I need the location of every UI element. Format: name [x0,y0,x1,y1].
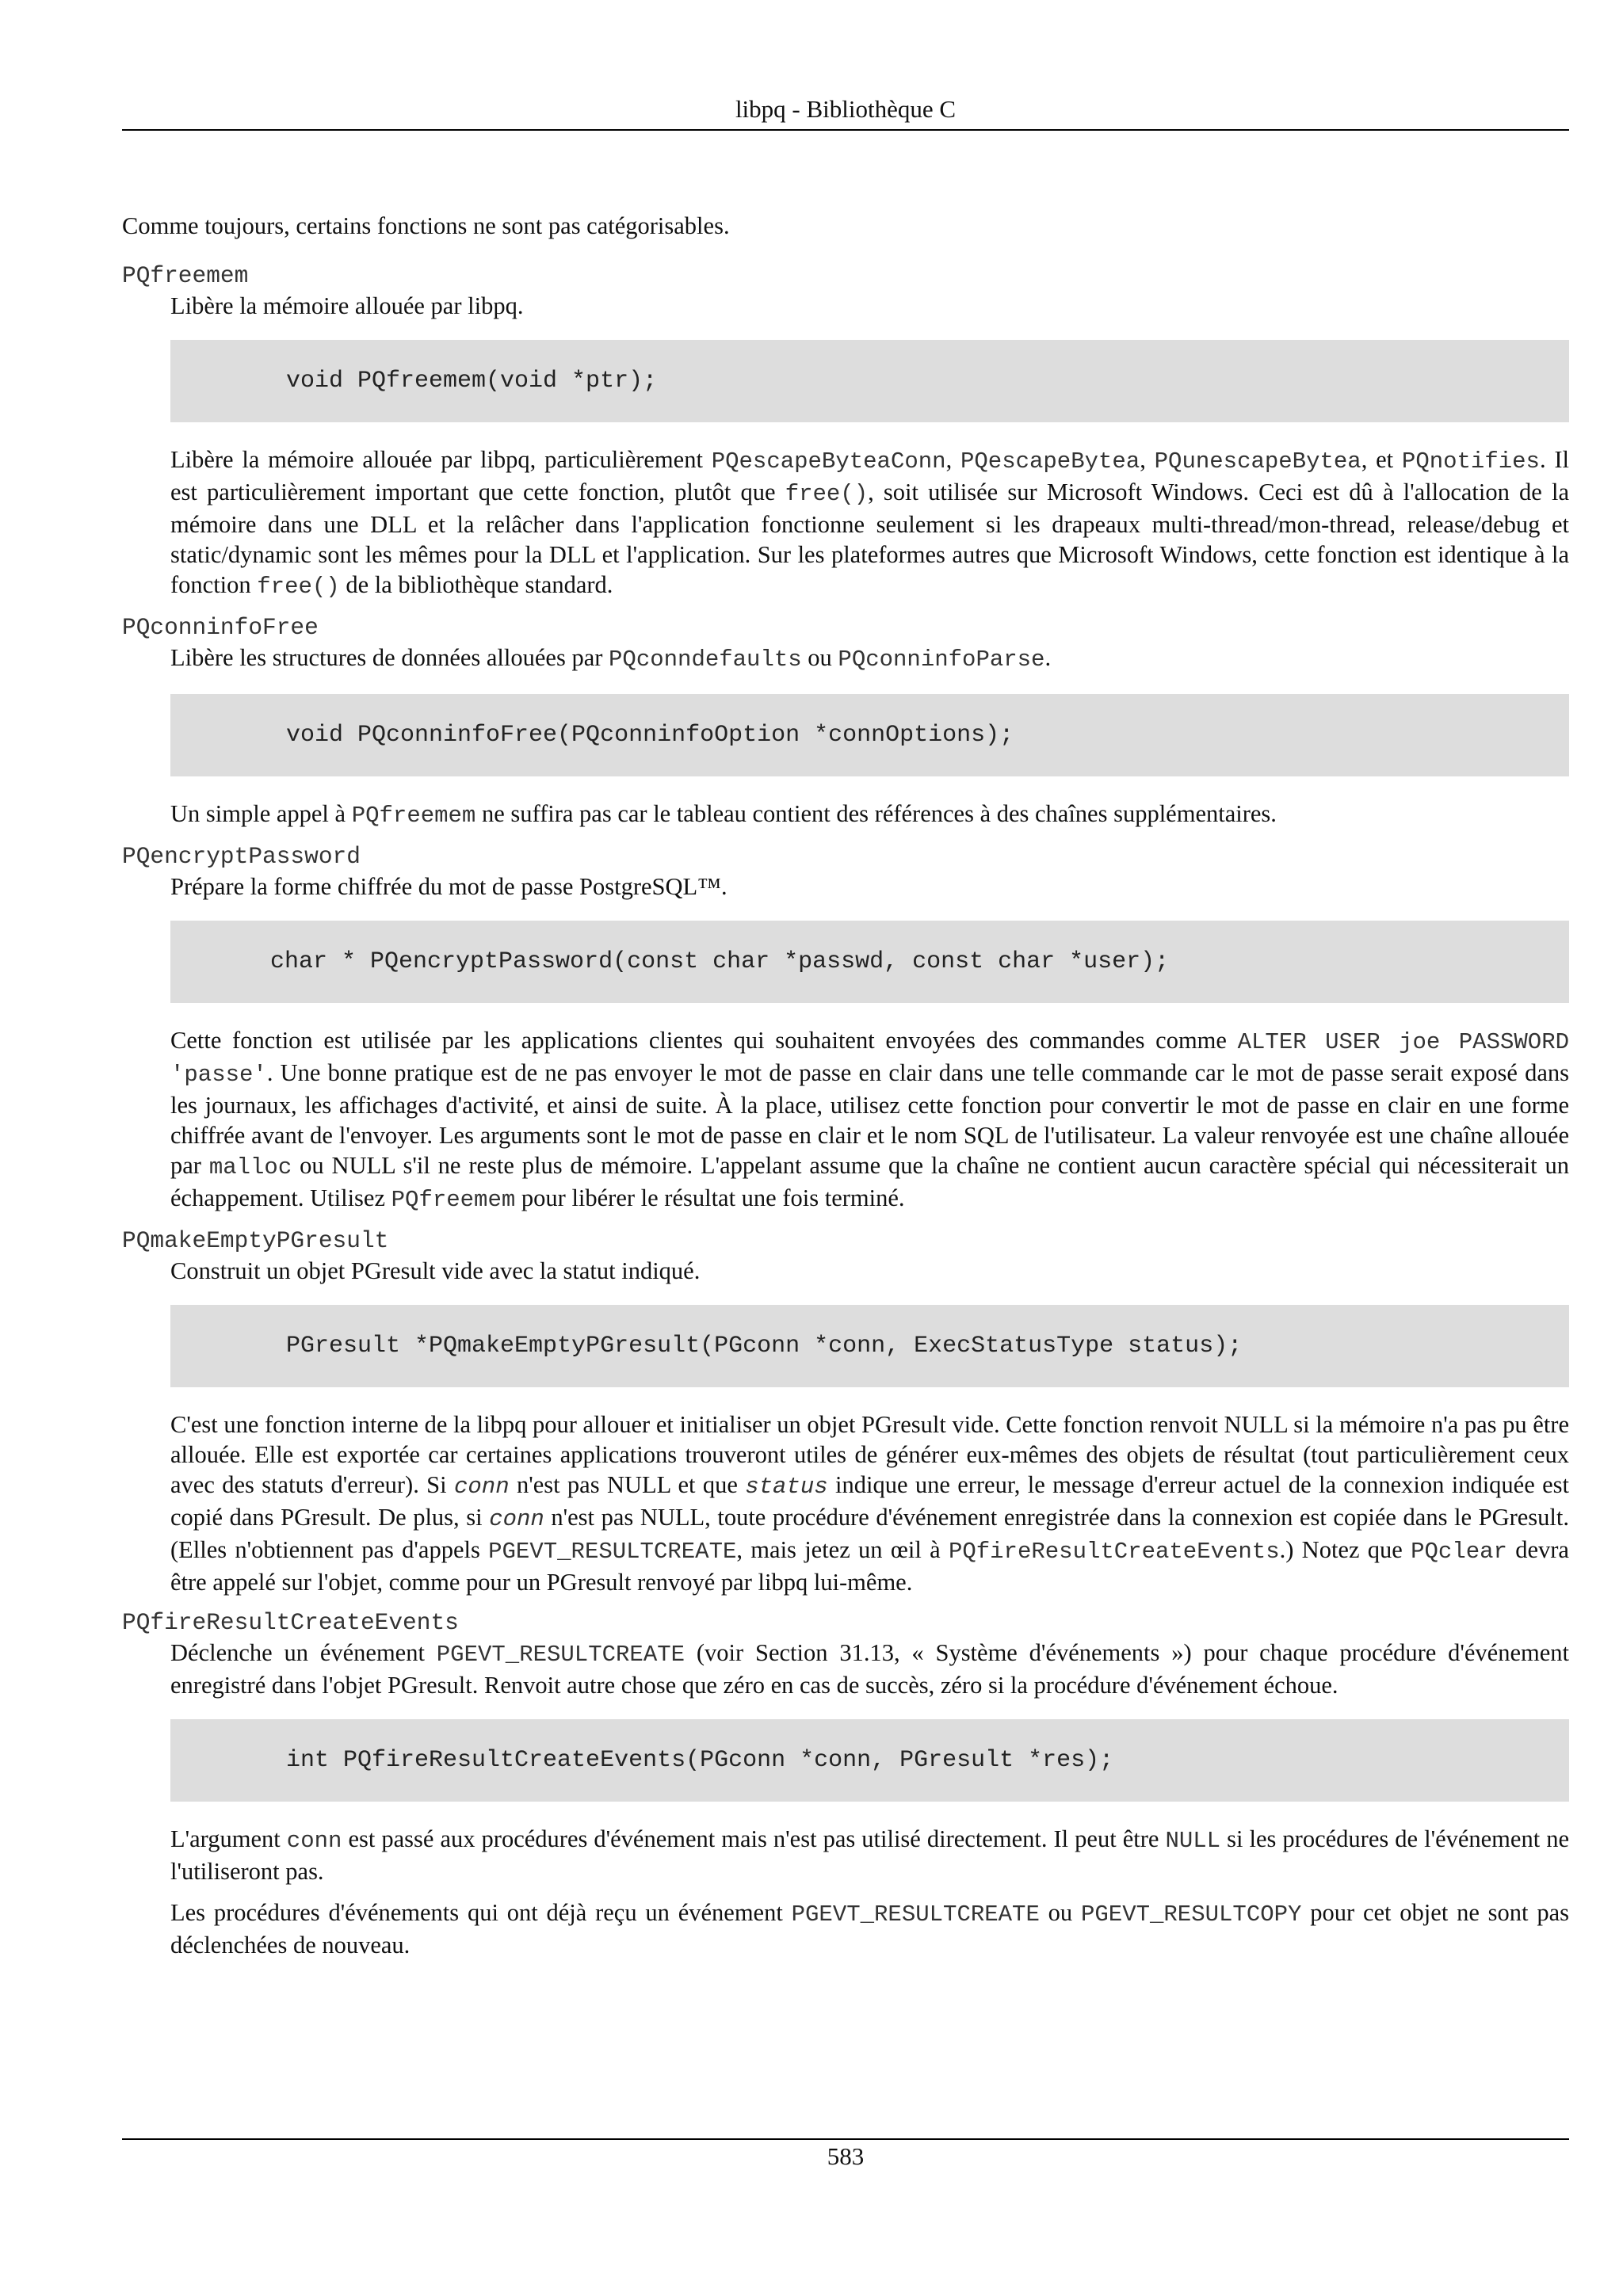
code-term: PQunescapeBytea [1154,448,1361,475]
code-term: PQfreemem [351,803,476,829]
code-term: free() [785,481,869,507]
term-pqencryptpassword: PQencryptPassword [122,843,361,870]
summary [170,1638,1569,1700]
document-page [122,0,1569,2296]
text-run: est passé aux procédures d'événement mais n'est pas utilisé directement. Il peut être [342,1825,1166,1852]
code-term: PQescapeBytea [960,448,1140,475]
text-run: .) Notez que [1279,1536,1411,1563]
text-run: , et [1361,446,1402,473]
text-run: de la bibliothèque standard. [339,571,613,598]
code-term: NULL [1165,1828,1221,1854]
text-run: Libère les structures de données allouées par [170,644,609,671]
description-paragraph [170,444,1569,602]
code-term: PQnotifies [1401,448,1540,475]
text-run: , [1140,446,1155,473]
code-term: conn [286,1828,342,1854]
entry-pqconninfofree [122,613,1569,831]
definition-pqencryptpassword [170,871,1569,1215]
term-pqmakeemptypgresult: PQmakeEmptyPGresult [122,1227,389,1254]
text-run: Les procédures d'événements qui ont déjà reçu un événement [170,1899,792,1926]
code-term: PQfireResultCreateEvents [948,1539,1280,1565]
description-paragraph [170,1409,1569,1597]
text-run: . [1044,644,1052,671]
description-paragraph [170,1824,1569,1886]
code-synopsis: char * PQencryptPassword(const char *passwd, const char *user); [170,921,1569,1003]
description-paragraph [170,799,1569,831]
text-run: Un simple appel à [170,800,352,827]
text-run: si les procédures de l'événement ne l'utiliseront pas. [170,1825,1569,1885]
code-term: PQfreemem [391,1187,516,1213]
text-run: ne suffira pas car le tableau contient des références à des chaînes supplémentaires. [475,800,1277,827]
code-synopsis: void PQfreemem(void *ptr); [170,340,1569,422]
term-pqfireresultcreateevents: PQfireResultCreateEvents [122,1609,459,1636]
header-rule [122,129,1569,131]
definition-pqconninfofree [170,643,1569,831]
text-run: Libère la mémoire allouée par libpq, particulièrement [170,446,712,473]
code-synopsis: int PQfireResultCreateEvents(PGconn *conn, PGresult *res); [170,1719,1569,1802]
code-term: PQescapeByteaConn [711,448,946,475]
text-run: n'est pas NULL et que [509,1471,746,1498]
entry-pqmakeemptypgresult [122,1226,1569,1597]
code-term: PGEVT_RESULTCREATE [436,1642,685,1668]
text-run: pour cet objet ne sont pas déclenchées de nouveau. [170,1899,1569,1958]
text-run: . Il est particulièrement important que cette fonction, plutôt que [170,446,1569,505]
code-term: PGEVT_RESULTCREATE [791,1901,1040,1928]
code-term: free() [257,574,340,600]
text-run: n'est pas NULL, toute procédure d'événement enregistrée dans la connexion est copiée dans le PGresult. (Elles n'obtiennent pas d'appels [170,1504,1569,1563]
text-run: . Une bonne pratique est de ne pas envoyer le mot de passe en clair dans une telle commande car le mot de passe serait exposé dans les journaux, les affichages d'activité, et ainsi de suite. À la place, utilisez cette fonction pour convertir le mot de passe en clair en une forme chiffrée avant de l'envoyer. Les arguments sont le mot de passe en clair et le nom SQL de l'utilisateur. La valeur renvoyée est une chaîne allouée par [170,1059,1569,1179]
term-pqconninfofree: PQconninfoFree [122,614,319,641]
summary: Libère la mémoire allouée par libpq. [170,292,524,319]
entry-pqencryptpassword [122,842,1569,1215]
definition-pqfireresultcreateevents [170,1638,1569,1960]
summary: Construit un objet PGresult vide avec la statut indiqué. [170,1257,701,1284]
code-term: ALTER USER joe PASSWORD 'passe' [170,1029,1570,1088]
code-term: malloc [208,1154,292,1180]
text-run: , mais jetez un œil à [736,1536,949,1563]
definition-pqmakeemptypgresult [170,1256,1569,1597]
text-run: ou [1039,1899,1081,1926]
description-paragraph [170,1897,1569,1960]
description-paragraph [170,1025,1569,1215]
footer-rule [122,2138,1569,2140]
code-term: PQconninfoParse [838,646,1045,673]
running-header: libpq - Bibliothèque C [735,95,957,123]
code-term: PQclear [1411,1539,1507,1565]
code-synopsis: PGresult *PQmakeEmptyPGresult(PGconn *conn, ExecStatusType status); [170,1305,1569,1387]
summary [170,643,1569,675]
text-run: Cette fonction est utilisée par les applications clientes qui souhaitent envoyées des commandes comme [170,1027,1238,1054]
intro-paragraph: Comme toujours, certains fonctions ne sont pas catégorisables. [122,212,730,239]
term-pqfreemem: PQfreemem [122,262,249,289]
entry-pqfreemem [122,261,1569,602]
entry-pqfireresultcreateevents [122,1608,1569,1960]
text-run: L'argument [170,1825,287,1852]
text-run: indique une erreur, le message d'erreur actuel de la connexion indiquée est copié dans PGresult. De plus, si [170,1471,1569,1531]
text-run: (voir Section 31.13, « Système d'événements ») pour chaque procédure d'événement enregistré dans l'objet PGresult. Renvoit autre chose que zéro en cas de succès, zéro si la procédure d'événement échoue. [170,1639,1569,1699]
text-run: devra être appelé sur l'objet, comme pour un PGresult renvoyé par libpq lui-même. [170,1536,1569,1596]
parameter-term: conn [453,1474,510,1500]
code-synopsis: void PQconninfoFree(PQconninfoOption *connOptions); [170,694,1569,776]
parameter-term: status [745,1474,828,1500]
text-run: ou [801,644,838,671]
text-run: ou NULL s'il ne reste plus de mémoire. L'appelant assume que la chaîne ne contient aucun caractère spécial qui nécessiterait un échappement. Utilisez [170,1152,1569,1211]
page-number: 583 [827,2142,865,2170]
code-term: PQconndefaults [609,646,802,673]
text-run: Déclenche un événement [170,1639,437,1666]
text-run: , soit utilisée sur Microsoft Windows. Ceci est dû à l'allocation de la mémoire dans une DLL et la relâcher dans l'application fonctionne seulement si les drapeaux multi-thread/mon-thread, release/debug et static/dynamic sont les mêmes pour la DLL et l'application. Sur les plateformes autres que Microsoft Windows, cette fonction est identique à la fonction [170,479,1569,598]
text-run: C'est une fonction interne de la libpq pour allouer et initialiser un objet PGresult vide. Cette fonction renvoit NULL si la mémoire n'a pas pu être allouée. Elle est exportée car certaines applications trouveront utiles de générer eux-mêmes des objets de résultat (tout particulièrement ceux avec des statuts d'erreur). Si [170,1411,1569,1498]
parameter-term: conn [489,1506,544,1532]
definition-pqfreemem [170,291,1569,602]
text-run: pour libérer le résultat une fois terminé. [515,1184,905,1211]
code-term: PGEVT_RESULTCREATE [488,1539,737,1565]
summary: Prépare la forme chiffrée du mot de passe PostgreSQL™. [170,873,727,900]
code-term: PGEVT_RESULTCOPY [1080,1901,1302,1928]
text-run: , [945,446,960,473]
page-content [122,211,1569,1971]
